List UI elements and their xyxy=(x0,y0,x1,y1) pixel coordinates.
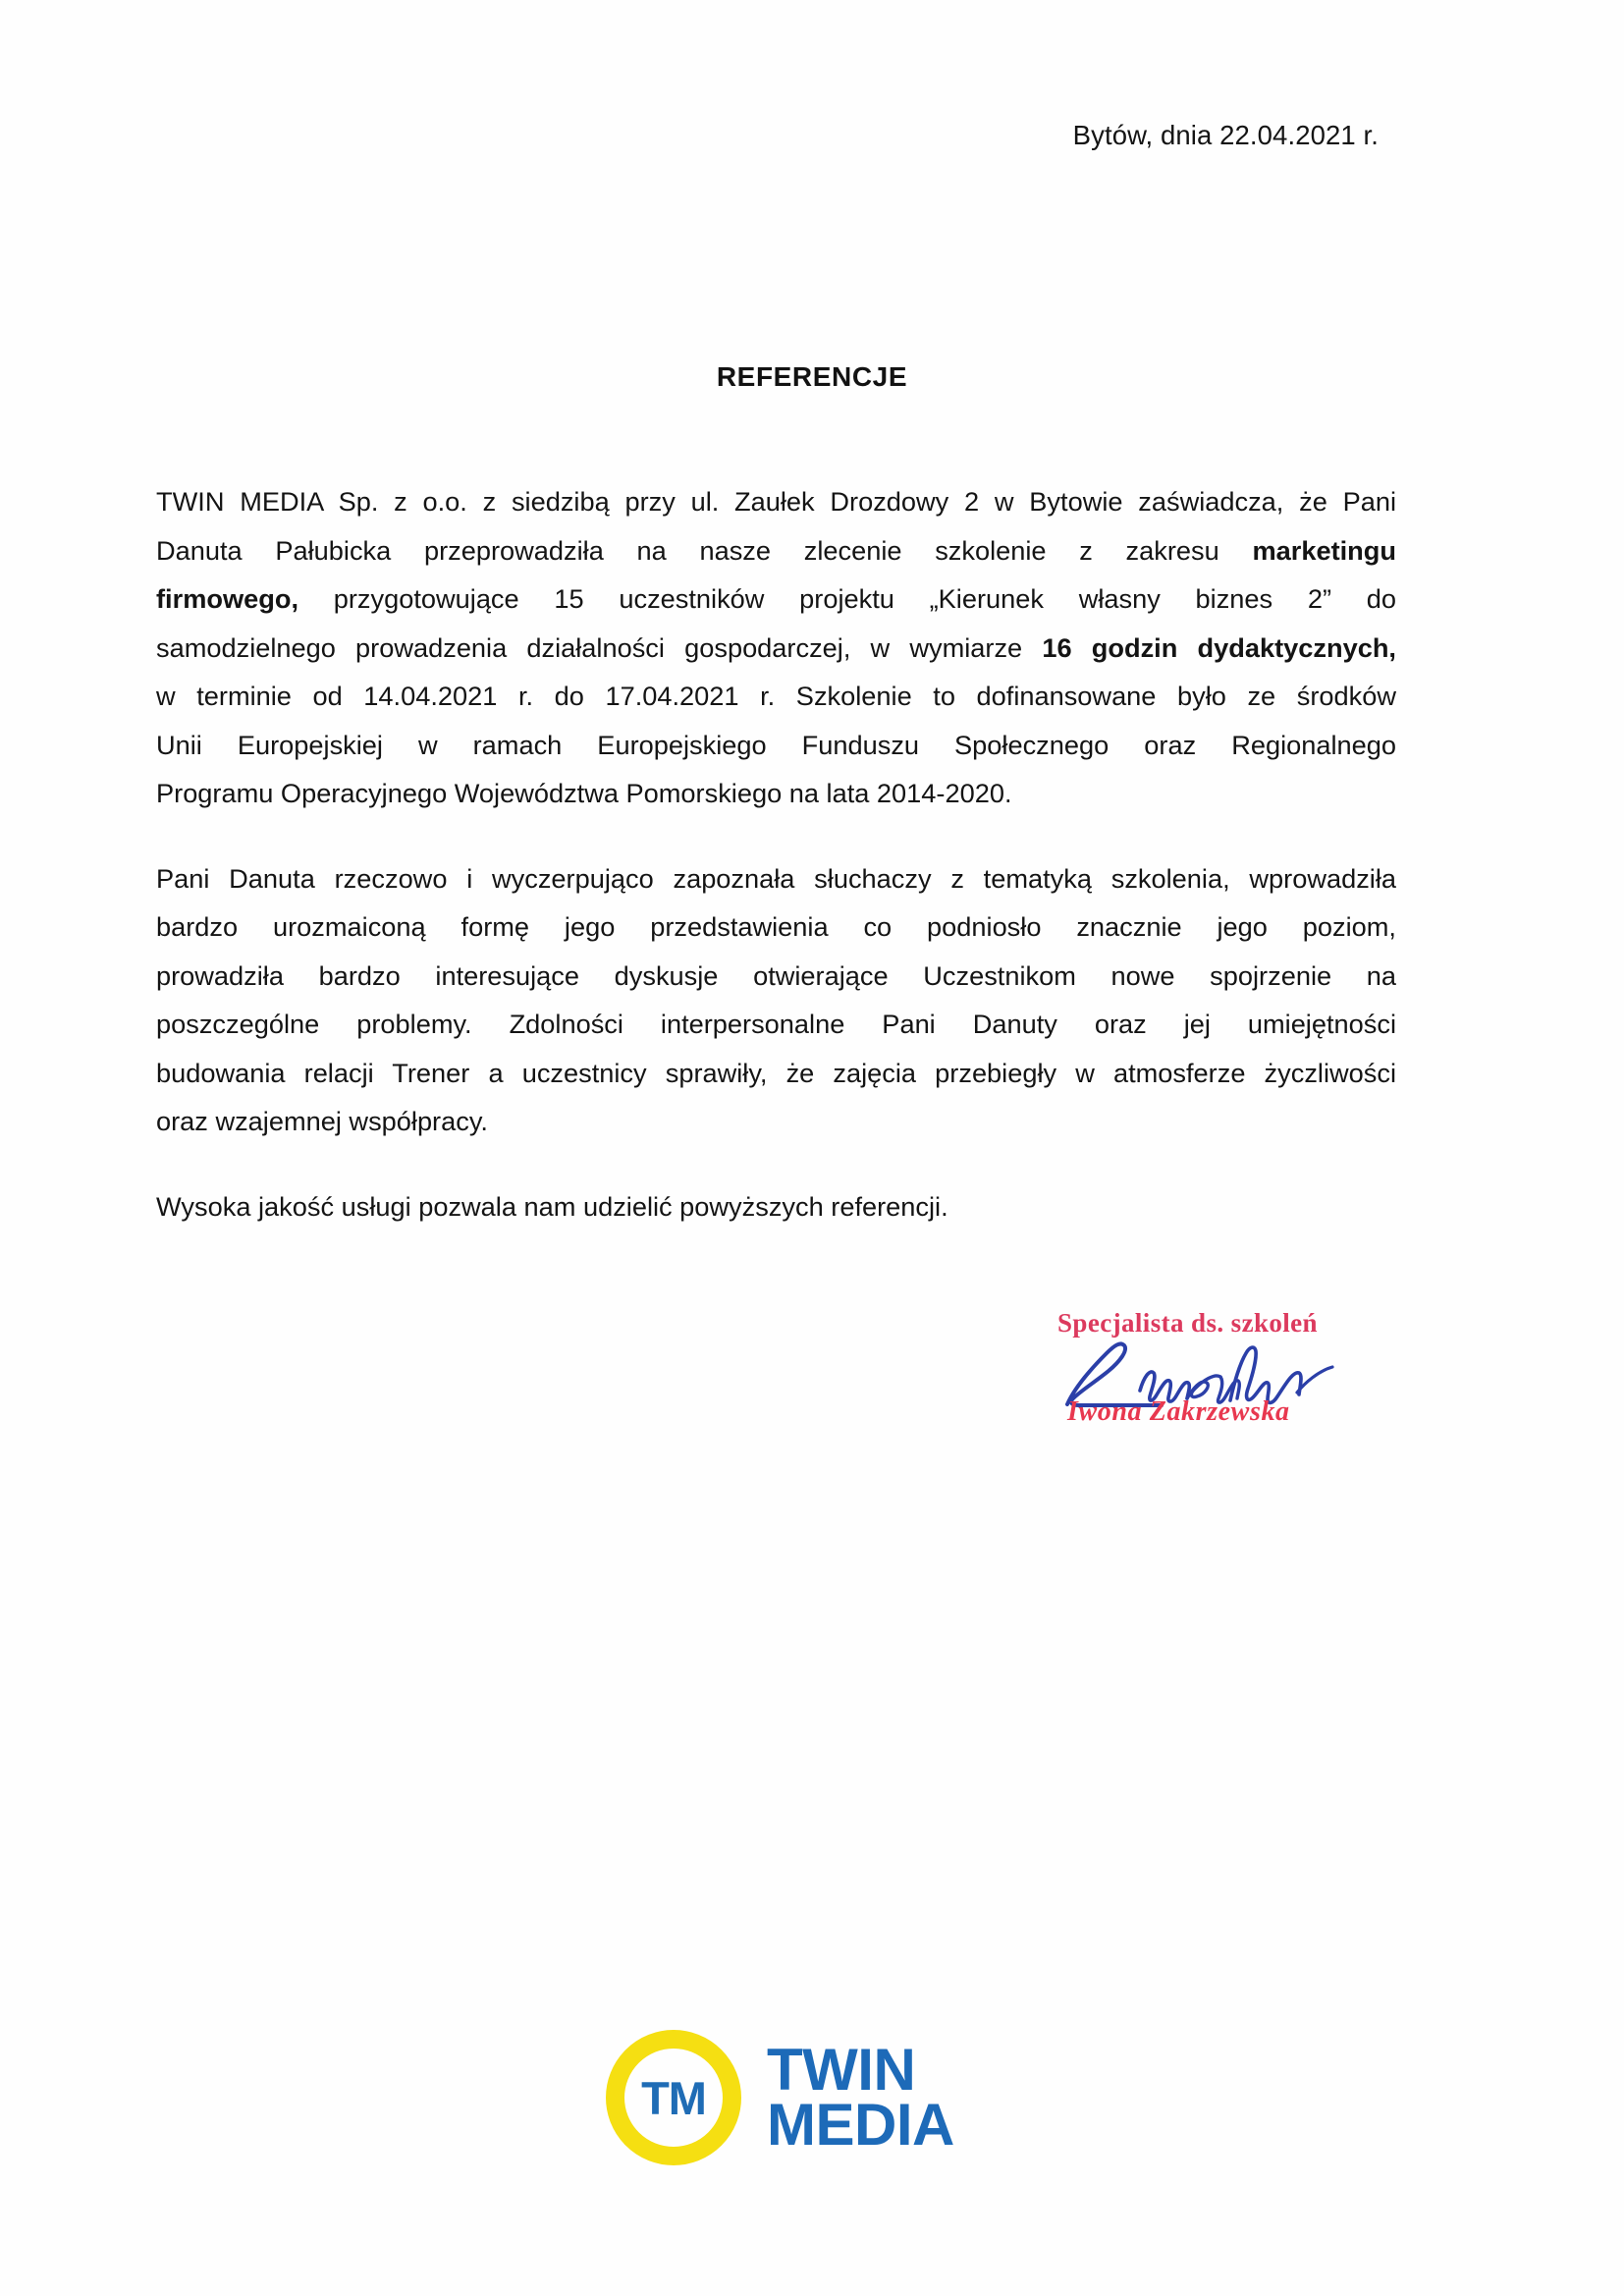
document-body xyxy=(156,477,1396,1230)
bold-phrase-firmowego: firmowego, xyxy=(156,583,299,614)
paragraph-line xyxy=(156,574,1396,624)
paragraph-line: prowadziła bardzo interesujące dyskusje otwierające Uczestnikom nowe spojrzenie na xyxy=(156,959,1396,991)
paragraph-line: bardzo urozmaiconą formę jego przedstawienia co podniosło znacznie jego poziom, xyxy=(156,911,1396,942)
company-logo xyxy=(606,2019,1018,2176)
paragraph-assessment xyxy=(156,854,1396,1146)
paragraph-line xyxy=(156,526,1396,575)
signature-block xyxy=(1046,1308,1399,1455)
paragraph-line: Unii Europejskiej w ramach Europejskiego Funduszu Społecznego oraz Regionalnego xyxy=(156,729,1396,760)
paragraph-line: TWIN MEDIA Sp. z o.o. z siedzibą przy ul. Zaułek Drozdowy 2 w Bytowie zaświadcza, że Pani xyxy=(156,486,1396,517)
stamp-role-text: Specjalista ds. szkoleń xyxy=(1057,1308,1318,1338)
paragraph-line: budowania relacji Trener a uczestnicy sprawiły, że zajęcia przebiegły w atmosferze życzliwości xyxy=(156,1057,1396,1088)
line-text: samodzielnego prowadzenia działalności gospodarczej, w wymiarze xyxy=(156,631,1043,663)
stamp-name-text: Iwona Zakrzewska xyxy=(1067,1396,1290,1427)
bold-phrase-marketingu: marketingu xyxy=(1252,534,1396,566)
page-title: REFERENCJE xyxy=(716,361,908,392)
paragraph-intro xyxy=(156,477,1396,818)
paragraph-closing xyxy=(156,1182,1396,1231)
paragraph-line: poszczególne problemy. Zdolności interpersonalne Pani Danuty oraz jej umiejętności xyxy=(156,1009,1396,1039)
logo-wordmark xyxy=(767,2037,954,2158)
paragraph-line xyxy=(156,624,1396,673)
logo-word-twin: TWIN xyxy=(767,2037,916,2104)
logo-monogram: TM xyxy=(641,2071,706,2124)
document-date: Bytów, dnia 22.04.2021 r. xyxy=(1072,120,1379,150)
bold-phrase-hours: 16 godzin dydaktycznych, xyxy=(1042,631,1396,663)
line-text: Danuta Pałubicka przeprowadziła na nasze zlecenie szkolenie z zakresu xyxy=(156,534,1253,566)
logo-word-media: MEDIA xyxy=(767,2092,954,2158)
logo-mark xyxy=(606,2030,741,2165)
paragraph-line: w terminie od 14.04.2021 r. do 17.04.2021 r. Szkolenie to dofinansowane było ze środków xyxy=(156,681,1396,711)
paragraph-line: oraz wzajemnej współpracy. xyxy=(156,1106,488,1136)
paragraph-line: Pani Danuta rzeczowo i wyczerpująco zapoznała słuchaczy z tematyką szkolenia, wprowadziła xyxy=(156,862,1396,894)
paragraph-line: Programu Operacyjnego Województwa Pomorskiego na lata 2014-2020. xyxy=(156,778,1012,808)
line-text: przygotowujące 15 uczestników projektu „Kierunek własny biznes 2” do xyxy=(298,583,1396,614)
paragraph-line: Wysoka jakość usługi pozwala nam udzielić powyższych referencji. xyxy=(156,1190,948,1222)
